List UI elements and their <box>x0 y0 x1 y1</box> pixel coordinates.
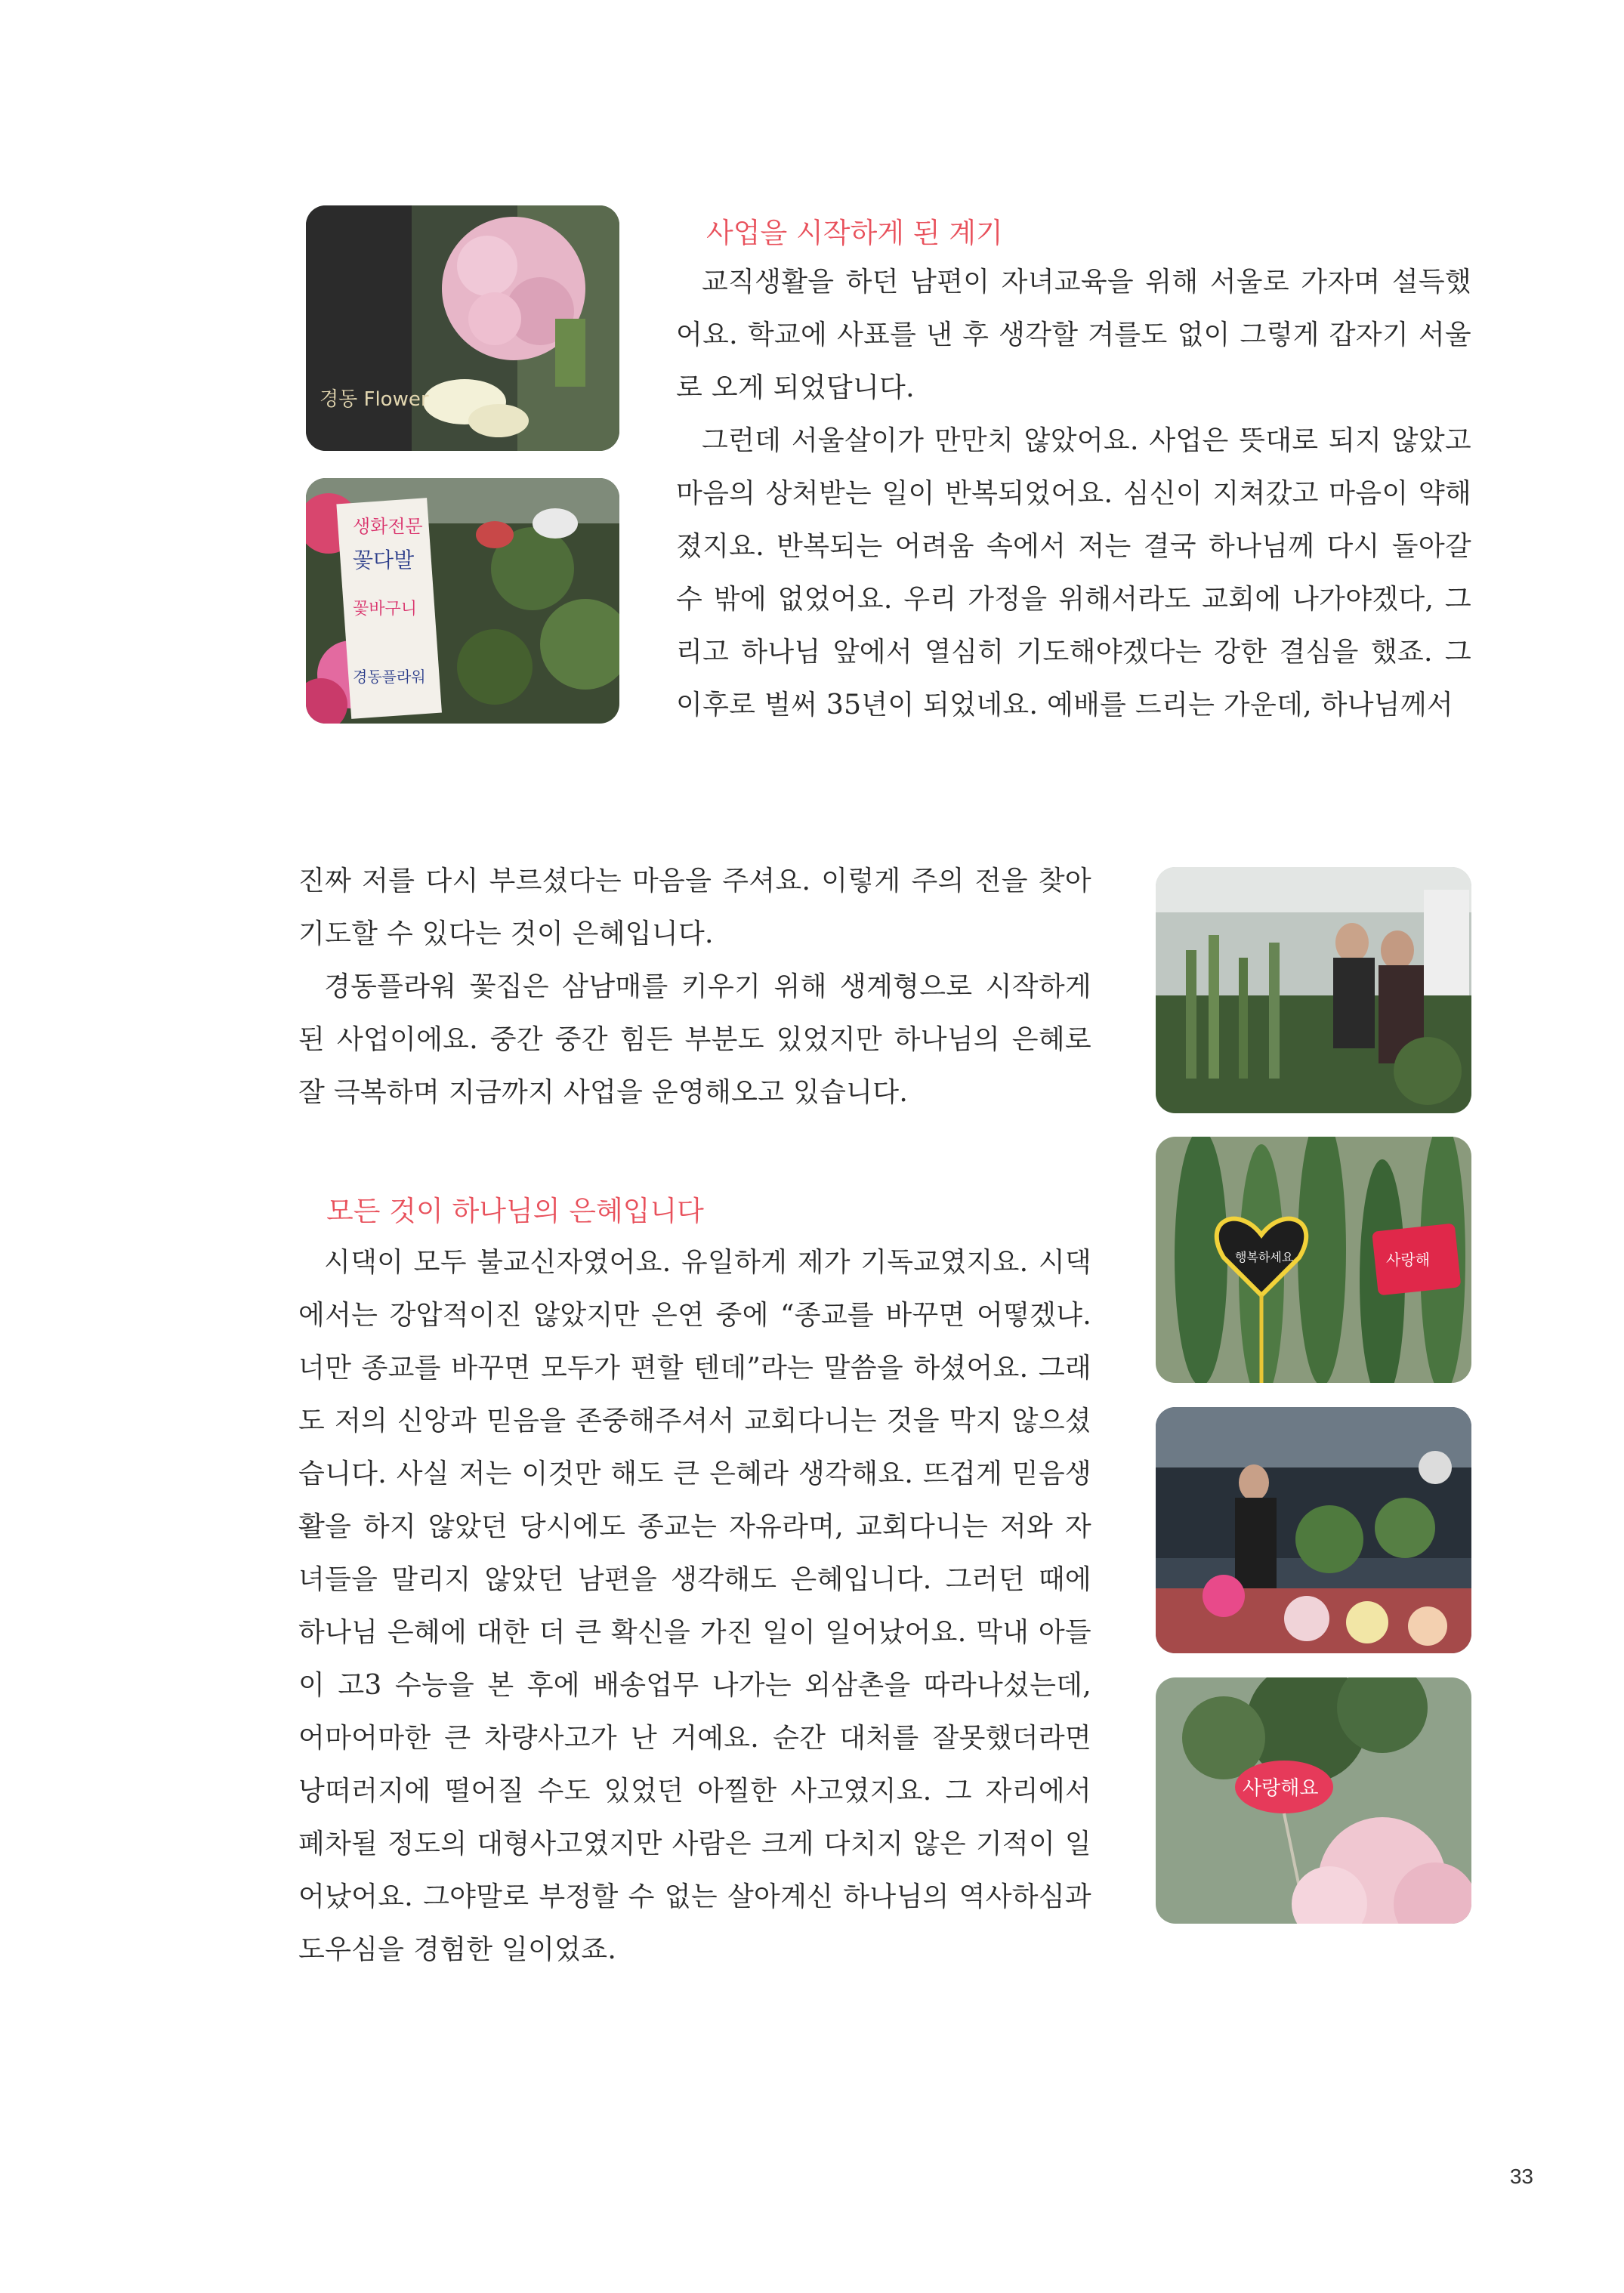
apron-text: 경동 Flower <box>320 388 429 411</box>
section-title-grace: 모든 것이 하나님의 은혜입니다 <box>326 1195 704 1227</box>
page-number: 33 <box>1509 2165 1533 2188</box>
photo-love-tag <box>1156 1677 1471 1924</box>
sign-line-1: 생화전문 <box>353 516 423 537</box>
section1-paragraph-1: 교직생활을 하던 남편이 자녀교육을 위해 서울로 가자며 설득했어요. 학교에 사표를 낸 후 생각할 겨를도 없이 그렇게 갑자기 서울로 오게 되었답니다. <box>676 267 1471 403</box>
continued-paragraph-2: 경동플라워 꽃집은 삼남매를 키우기 위해 생계형으로 시작하게 된 사업이에요. 중간 중간 힘든 부분도 있었지만 하나님의 은혜로 잘 극복하며 지금까지 사업을 운영해오고 있습니다. <box>298 971 1091 1108</box>
heart-tag-text: 행복하세요 <box>1235 1250 1294 1264</box>
love-tag-text: 사랑해요 <box>1243 1777 1319 1800</box>
section2-paragraph-1: 시댁이 모두 불교신자였어요. 유일하게 제가 기독교였지요. 시댁에서는 강압적이진 않았지만 은연 중에 “종교를 바꾸면 어떻겠냐. 너만 종교를 바꾸면 모두가 편할 텐데”라는 말씀을 하셨어요. 그래도 저의 신앙과 믿음을 존중해주셔서 교회다니는 것을 막지 않으셨습니다. 사실 저는 이것만 해도 큰 은혜라 생각해요. 뜨겁게 믿음생활을 하지 않았던 당시에도 종교는 자유라며, 교회다니는 저와 자녀들을 말리지 않았던 남편을 생각해도 은혜입니다. 그러던 때에 하나님 은혜에 대한 더 큰 확신을 가진 일이 일어났어요. 막내 아들이 고3 수능을 본 후에 배송업무 나가는 외삼촌을 따라나섰는데, 어마어마한 큰 차량사고가 난 거예요. 순간 대처를 잘못했더라면 낭떠러지에 떨어질 수도 있었던 아찔한 사고였지요. 그 자리에서 폐차될 정도의 대형사고였지만 사람은 크게 다치지 않은 기적이 일어났어요. 그야말로 부정할 수 없는 살아계신 하나님의 역사하심과 도우심을 경험한 일이었죠. <box>298 1247 1091 1965</box>
photo-florists-plants <box>1156 867 1471 1113</box>
section-title-start: 사업을 시작하게 된 계기 <box>706 217 1003 249</box>
sign-line-4: 경동플라워 <box>353 668 426 686</box>
section1-paragraph-2: 그런데 서울살이가 만만치 않았어요. 사업은 뜻대로 되지 않았고 마음의 상처받는 일이 반복되었어요. 심신이 지쳐갔고 마음이 약해졌지요. 반복되는 어려움 속에서 저는 결국 하나님께 다시 돌아갈 수 밖에 없었어요. 우리 가정을 위해서라도 교회에 나가야겠다, 그리고 하나님 앞에서 열심히 기도해야겠다는 강한 결심을 했죠. 그 이후로 벌써 35년이 되었네요. 예배를 드리는 가운데, 하나님께서 <box>676 425 1471 721</box>
photo-florist-watering <box>1156 1407 1471 1653</box>
sign-line-3: 꽃바구니 <box>353 600 418 619</box>
red-tag-text: 사랑해 <box>1386 1251 1430 1269</box>
photo-florist-hydrangea <box>306 205 619 451</box>
sign-line-2: 꽃다발 <box>353 548 415 572</box>
photo-heart-tag <box>1156 1137 1471 1383</box>
continued-paragraph-1: 진짜 저를 다시 부르셨다는 마음을 주셔요. 이렇게 주의 전을 찾아 기도할 수 있다는 것이 은혜입니다. <box>298 866 1091 949</box>
photo-shop-sign <box>306 478 619 724</box>
